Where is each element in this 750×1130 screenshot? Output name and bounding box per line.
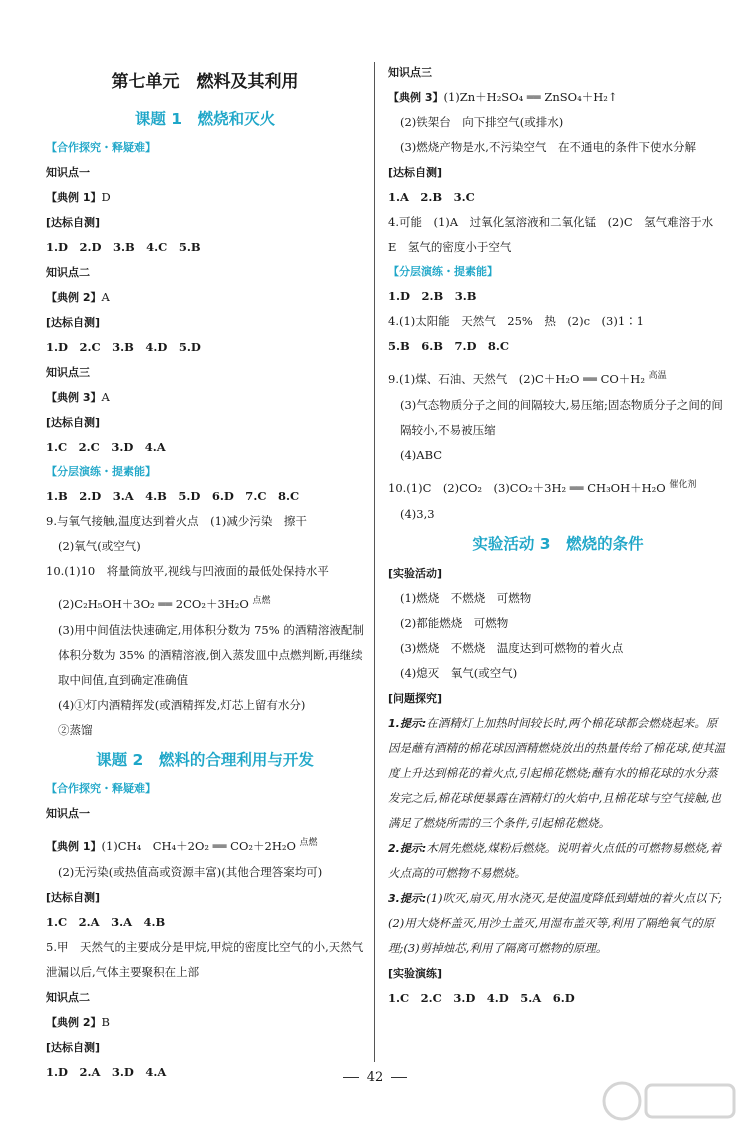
answer-paragraph: 5.甲 天然气的主要成分是甲烷,甲烷的密度比空气的小,天然气泄漏以后,气体主要聚积在上部 bbox=[46, 940, 364, 979]
answer-line: (2)氧气(或空气) bbox=[58, 539, 141, 553]
answer-line: (2)铁架台 向下排空气(或排水) bbox=[400, 115, 564, 129]
example-answer: 【典例 3】A bbox=[46, 390, 110, 404]
section-tag: 【分层演练・提素能】 bbox=[46, 465, 156, 478]
page-number: 42 bbox=[0, 1070, 750, 1085]
answer-line: 1.A 2.B 3.C bbox=[388, 190, 475, 204]
section-tag: 【分层演练・提素能】 bbox=[388, 265, 498, 278]
answer-line: (4)3,3 bbox=[400, 507, 435, 521]
activity-title: 实验活动 3 燃烧的条件 bbox=[472, 535, 644, 553]
answer-line: ②蒸馏 bbox=[58, 723, 93, 737]
inquiry-heading: [问题探究] bbox=[388, 692, 443, 705]
answer-line: (2)无污染(或热值高或资源丰富)(其他合理答案均可) bbox=[58, 865, 323, 879]
answer-paragraph: 3.提示:(1)吹灭,扇灭,用水浇灭,是使温度降低到蜡烛的着火点以下;(2)用大烧杯盖灭,用沙土盖灭,用湿布盖灭等,利用了隔绝氧气的原理;(3)剪掉烛芯,利用了隔离可燃物的原理。 bbox=[388, 891, 722, 955]
equation-line: 9.(1)煤、石油、天然气 (2)C＋H₂O ══ CO＋H₂ $^{高温}$ bbox=[388, 371, 667, 386]
column-divider bbox=[374, 62, 375, 1062]
knowledge-point-heading: 知识点二 bbox=[46, 266, 90, 279]
answer-line: 9.与氧气接触,温度达到着火点 (1)减少污染 擦干 bbox=[46, 514, 307, 528]
section-tag: 【合作探究・释疑难】 bbox=[46, 141, 156, 154]
answer-line: 1.B 2.D 3.A 4.B 5.D 6.D 7.C 8.C bbox=[46, 489, 300, 503]
section-tag: 【合作探究・释疑难】 bbox=[46, 782, 156, 795]
example-answer: 【典例 2】A bbox=[46, 290, 110, 304]
knowledge-point-heading: 知识点三 bbox=[388, 66, 432, 79]
answer-line: 1.C 2.C 3.D 4.A bbox=[46, 440, 166, 454]
lesson-2-title: 课题 2 燃料的合理利用与开发 bbox=[96, 751, 314, 769]
example-answer: 【典例 2】B bbox=[46, 1015, 110, 1029]
answer-paragraph: (3)气态物质分子之间的间隔较大,易压缩;固态物质分子之间的间隔较小,不易被压缩 bbox=[400, 398, 723, 437]
answer-line: 4.(1)太阳能 天然气 25% 热 (2)c (3)1∶1 bbox=[388, 314, 644, 328]
self-test-heading: [达标自测] bbox=[46, 316, 101, 329]
answer-line: 1.D 2.C 3.B 4.D 5.D bbox=[46, 340, 201, 354]
self-test-heading: [达标自测] bbox=[46, 216, 101, 229]
equation-line: 10.(1)C (2)CO₂ (3)CO₂＋3H₂ ══ CH₃OH＋H₂O $^{催化剂}$ bbox=[388, 480, 697, 495]
example-answer: 【典例 1】(1)CH₄ CH₄＋2O₂ ══ CO₂＋2H₂O $^{点燃}$ bbox=[46, 838, 318, 853]
answer-line: (1)燃烧 不燃烧 可燃物 bbox=[400, 591, 532, 605]
answer-line: 1.D 2.B 3.B bbox=[388, 289, 477, 303]
knowledge-point-heading: 知识点三 bbox=[46, 366, 90, 379]
knowledge-point-heading: 知识点一 bbox=[46, 166, 90, 179]
answer-paragraph: (3)燃烧产物是水,不污染空气 在不通电的条件下使水分解 bbox=[400, 140, 696, 154]
self-test-heading: [达标自测] bbox=[388, 166, 443, 179]
equation-line: (2)C₂H₅OH＋3O₂ ══ 2CO₂＋3H₂O $^{点燃}$ bbox=[58, 596, 271, 611]
drill-heading: [实验演练] bbox=[388, 967, 443, 980]
activity-heading: [实验活动] bbox=[388, 567, 443, 580]
answer-paragraph: 4.可能 (1)A 过氧化氢溶液和二氧化锰 (2)C 氢气难溶于水 E 氢气的密度小于空气 bbox=[388, 215, 725, 254]
right-column bbox=[388, 60, 728, 1011]
answer-line: 1.C 2.A 3.A 4.B bbox=[46, 915, 166, 929]
answer-line: (3)燃烧 不燃烧 温度达到可燃物的着火点 bbox=[400, 641, 624, 655]
answer-line: (4)ABC bbox=[400, 448, 443, 462]
answer-line: (4)①灯内酒精挥发(或酒精挥发,灯芯上留有水分) bbox=[58, 698, 306, 712]
answer-line: 1.C 2.C 3.D 4.D 5.A 6.D bbox=[388, 991, 575, 1005]
self-test-heading: [达标自测] bbox=[46, 891, 101, 904]
answer-line: 10.(1)10 将量筒放平,视线与凹液面的最低处保持水平 bbox=[46, 564, 329, 578]
answer-line: 5.B 6.B 7.D 8.C bbox=[388, 339, 510, 353]
answer-line: 1.D 2.A 3.D 4.A bbox=[46, 1065, 167, 1079]
answer-paragraph: (3)用中间值法快速确定,用体积分数为 75% 的酒精溶液配制体积分数为 35% 的酒精溶液,倒入蒸发皿中点燃判断,再继续取中间值,直到确定准确值 bbox=[58, 623, 364, 687]
left-column bbox=[46, 62, 364, 1085]
answer-line: (4)熄灭 氧气(或空气) bbox=[400, 666, 518, 680]
answer-paragraph: 2.提示:木屑先燃烧,煤粉后燃烧。说明着火点低的可燃物易燃烧,着火点高的可燃物不易燃烧。 bbox=[388, 841, 722, 880]
lesson-1-title: 课题 1 燃烧和灭火 bbox=[134, 110, 276, 128]
example-answer: 【典例 1】D bbox=[46, 190, 111, 204]
knowledge-point-heading: 知识点二 bbox=[46, 991, 90, 1004]
answer-line: 1.D 2.D 3.B 4.C 5.B bbox=[46, 240, 201, 254]
unit-title: 第七单元 燃料及其利用 bbox=[111, 72, 299, 92]
knowledge-point-heading: 知识点一 bbox=[46, 807, 90, 820]
answer-line: (2)都能燃烧 可燃物 bbox=[400, 616, 509, 630]
answer-paragraph: 1.提示:在酒精灯上加热时间较长时,两个棉花球都会燃烧起来。原因是蘸有酒精的棉花球因酒精燃烧放出的热量传给了棉花球,使其温度上升达到棉花的着火点,引起棉花燃烧;蘸有水的棉花球的水分蒸发完之后,棉花球便暴露在酒精灯的火焰中,且棉花球与空气接触,也满足了燃烧所需的三个条件,引起棉花燃烧。 bbox=[388, 716, 726, 830]
self-test-heading: [达标自测] bbox=[46, 1041, 101, 1054]
watermark-logo-icon bbox=[602, 1075, 742, 1127]
example-answer: 【典例 3】(1)Zn＋H₂SO₄ ══ ZnSO₄＋H₂↑ bbox=[388, 90, 618, 104]
self-test-heading: [达标自测] bbox=[46, 416, 101, 429]
